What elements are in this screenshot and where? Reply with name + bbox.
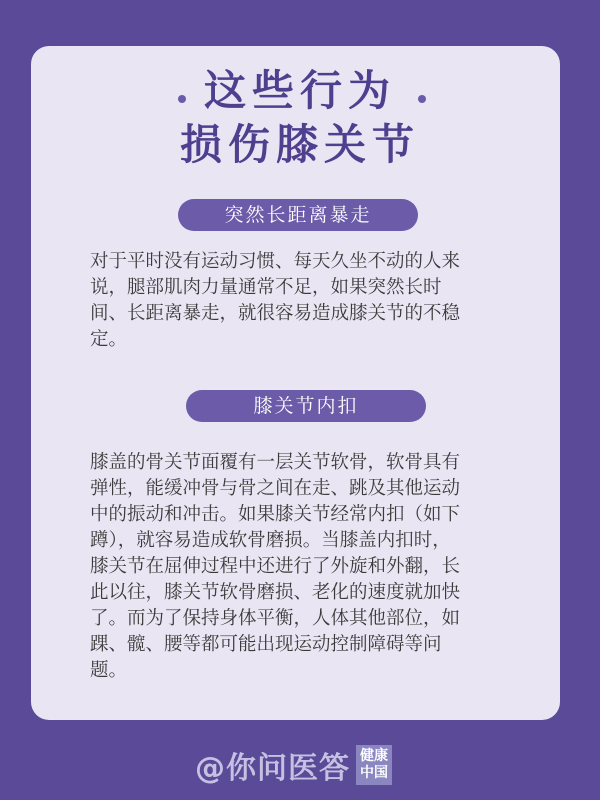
body-line: 间、长距离暴走，就很容易造成膝关节的不稳 [90,303,461,324]
body-line: 弹性，能缓冲骨与骨之间在走、跳及其他运动 [90,478,461,499]
health-china-logo [356,745,392,785]
section-heading-1: 突然长距离暴走 [178,199,418,231]
body-line: 此以往，膝关节软骨磨损、老化的速度就加快 [90,582,461,603]
body-line: 题。 [90,660,128,681]
body-line: 说，腿部肌肉力量通常不足，如果突然长时 [90,277,442,298]
section-2-body [90,450,514,684]
logo-line2: 中国 [360,765,388,781]
section-1-body [90,249,514,353]
body-line: 踝、髋、腰等都可能出现运动控制障碍等问 [90,634,442,655]
body-line: 膝盖的骨关节面覆有一层关节软骨，软骨具有 [90,452,461,473]
page-title-line2: 损伤膝关节 [179,120,420,169]
body-line: 了。而为了保持身体平衡，人体其他部位，如 [90,608,461,629]
logo-line1: 健康 [360,748,388,764]
footer-handle: @你问医答 [195,751,350,786]
body-line: 中的振动和冲击。如果膝关节经常内扣（如下 [90,504,461,525]
body-line: 膝关节在屈伸过程中还进行了外旋和外翻，长 [90,556,461,577]
page-title-line1: 这些行为 [203,66,396,115]
body-line: 对于平时没有运动习惯、每天久坐不动的人来 [90,251,461,272]
section-heading-2: 膝关节内扣 [186,390,426,422]
body-line: 定。 [90,329,128,350]
body-line: 蹲），就容易造成软骨磨损。当膝盖内扣时， [90,530,451,551]
footer-watermark [195,745,392,785]
